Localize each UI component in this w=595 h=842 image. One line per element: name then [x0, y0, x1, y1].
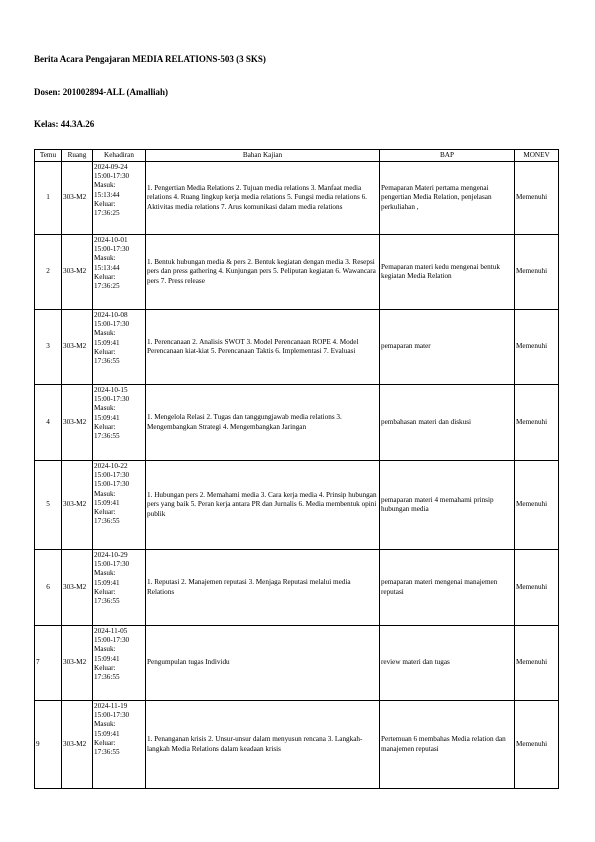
table-row: [35, 310, 559, 385]
time-text-repeat: 15:00-17:30: [94, 480, 130, 489]
checkin-time: 15:09:41: [94, 413, 120, 422]
bap-cell: Pemaparan materi kedu mengenai bentuk kegiatan Media Relation: [380, 235, 515, 310]
temu-cell: 3: [35, 310, 62, 385]
time-text: 15:00-17:30: [94, 172, 130, 181]
checkout-label: Keluar:: [94, 508, 116, 517]
bahan-kajian-cell: 1. Mengelola Relasi 2. Tugas dan tanggungjawab media relations 3. Mengembangkan Strategi 4. Mengembangkan Jaringan: [146, 385, 380, 461]
checkout-time: 17:36:55: [94, 517, 120, 526]
ruang-cell: 303-M2: [62, 626, 93, 701]
bap-cell: review materi dan tugas: [380, 626, 515, 701]
bahan-kajian-cell: Pengumpulan tugas Individu: [146, 626, 380, 701]
kehadiran-cell: [93, 385, 146, 461]
bap-cell: pembahasan materi dan diskusi: [380, 385, 515, 461]
checkout-label: Keluar:: [94, 587, 116, 596]
bap-cell: pemaparan materi mengenai manajemen reputasi: [380, 550, 515, 626]
temu-cell: 4: [35, 385, 62, 461]
column-header-bahan-kajian: Bahan Kajian: [146, 150, 380, 162]
table-header-row: [35, 150, 559, 162]
column-header-kehadiran: Kehadiran: [93, 150, 146, 162]
checkin-label: Masuk:: [94, 181, 116, 190]
lecturer-line: Dosen: 201002894-ALL (Amalliah): [34, 87, 169, 97]
checkout-time: 17:36:55: [94, 748, 120, 757]
checkout-label: Keluar:: [94, 199, 116, 208]
temu-cell: 7: [35, 626, 62, 701]
bap-cell: pemaparan mater: [380, 310, 515, 385]
bahan-kajian-cell: 1. Reputasi 2. Manajemen reputasi 3. Menjaga Reputasi melalui media Relations: [146, 550, 380, 626]
checkout-time: 17:36:55: [94, 673, 120, 682]
checkin-label: Masuk:: [94, 569, 116, 578]
checkout-label: Keluar:: [94, 347, 116, 356]
kehadiran-cell: [93, 162, 146, 235]
ruang-cell: 303-M2: [62, 235, 93, 310]
monev-cell: Memenuhi: [515, 701, 559, 789]
monev-cell: Memenuhi: [515, 385, 559, 461]
checkin-time: 15:09:41: [94, 729, 120, 738]
temu-cell: 2: [35, 235, 62, 310]
bap-cell: pemaparan materi 4 memahami prinsip hubungan media: [380, 461, 515, 550]
checkin-label: Masuk:: [94, 404, 116, 413]
time-text: 15:00-17:30: [94, 245, 130, 254]
checkout-time: 17:36:55: [94, 357, 120, 366]
bahan-kajian-cell: 1. Pengertian Media Relations 2. Tujuan media relations 3. Manfaat media relations 4. Ruang lingkup kerja media relations 5. Fungsi media relations 6. Aktivitas media relations 7. Arus komunikasi dalam media relations: [146, 162, 380, 235]
checkin-time: 15:13:44: [94, 263, 120, 272]
date-text: 2024-11-05: [94, 627, 128, 635]
date-text: 2024-10-01: [94, 236, 128, 244]
time-text: 15:00-17:30: [94, 320, 130, 329]
ruang-cell: 303-M2: [62, 550, 93, 626]
ruang-cell: 303-M2: [62, 162, 93, 235]
checkin-time: 15:09:41: [94, 654, 120, 663]
column-header-temu: Temu: [35, 150, 62, 162]
date-text: 2024-10-08: [94, 311, 128, 319]
ruang-cell: 303-M2: [62, 461, 93, 550]
date-text: 2024-10-22: [94, 462, 128, 470]
checkin-label: Masuk:: [94, 489, 116, 498]
monev-cell: Memenuhi: [515, 626, 559, 701]
time-text: 15:00-17:30: [94, 395, 130, 404]
kehadiran-cell: [93, 626, 146, 701]
time-text: 15:00-17:30: [94, 711, 130, 720]
ruang-cell: 303-M2: [62, 701, 93, 789]
table-row: [35, 385, 559, 461]
monev-cell: Memenuhi: [515, 162, 559, 235]
bahan-kajian-cell: 1. Hubungan pers 2. Memahami media 3. Cara kerja media 4. Prinsip hubungan pers yang baik 5. Peran kerja antara PR dan Jurnalis 6. Media membentuk opini publik: [146, 461, 380, 550]
table-row: [35, 550, 559, 626]
checkin-time: 15:09:41: [94, 578, 120, 587]
kehadiran-cell: [93, 550, 146, 626]
bap-cell: Pertemuan 6 membahas Media relation dan manajemen reputasi: [380, 701, 515, 789]
column-header-ruang: Ruang: [62, 150, 93, 162]
checkin-time: 15:13:44: [94, 190, 120, 199]
monev-cell: Memenuhi: [515, 461, 559, 550]
checkout-time: 17:36:55: [94, 597, 120, 606]
date-text: 2024-10-15: [94, 386, 128, 394]
bahan-kajian-cell: 1. Penanganan krisis 2. Unsur-unsur dalam menyusun rencana 3. Langkah-langkah Media Relations dalam keadaan krisis: [146, 701, 380, 789]
class-line: Kelas: 44.3A.26: [34, 119, 95, 129]
checkout-time: 17:36:25: [94, 282, 120, 291]
temu-cell: 1: [35, 162, 62, 235]
checkin-label: Masuk:: [94, 645, 116, 654]
bahan-kajian-cell: 1. Bentuk hubungan media & pers 2. Bentuk kegiatan dengan media 3. Resepsi pers dan press gathering 4. Kunjungan pers 5. Peliputan kegiatan 6. Wawancara pers 7. Press release: [146, 235, 380, 310]
monev-cell: Memenuhi: [515, 235, 559, 310]
temu-cell: 9: [35, 701, 62, 789]
kehadiran-cell: [93, 461, 146, 550]
date-text: 2024-10-29: [94, 551, 128, 559]
ruang-cell: 303-M2: [62, 385, 93, 461]
checkout-time: 17:36:25: [94, 209, 120, 218]
table-row: [35, 162, 559, 235]
column-header-bap: BAP: [380, 150, 515, 162]
kehadiran-cell: [93, 310, 146, 385]
table-row: [35, 701, 559, 789]
checkin-label: Masuk:: [94, 254, 116, 263]
checkin-time: 15:09:41: [94, 498, 120, 507]
checkout-label: Keluar:: [94, 272, 116, 281]
checkout-time: 17:36:55: [94, 432, 120, 441]
checkin-label: Masuk:: [94, 720, 116, 729]
document-title: Berita Acara Pengajaran MEDIA RELATIONS-503 (3 SKS): [34, 54, 266, 64]
table-row: [35, 235, 559, 310]
checkout-label: Keluar:: [94, 738, 116, 747]
bap-cell: Pemaparan Materi pertama mengenai pengertian Media Relation, penjelasan perkuliahan ,: [380, 162, 515, 235]
checkin-label: Masuk:: [94, 329, 116, 338]
kehadiran-cell: [93, 701, 146, 789]
time-text: 15:00-17:30: [94, 471, 130, 480]
time-text: 15:00-17:30: [94, 560, 130, 569]
ruang-cell: 303-M2: [62, 310, 93, 385]
date-text: 2024-11-19: [94, 702, 128, 710]
table-row: [35, 461, 559, 550]
checkin-time: 15:09:41: [94, 338, 120, 347]
time-text: 15:00-17:30: [94, 636, 130, 645]
date-text: 2024-09-24: [94, 163, 128, 171]
checkout-label: Keluar:: [94, 663, 116, 672]
monev-cell: Memenuhi: [515, 550, 559, 626]
attendance-table: [34, 149, 559, 789]
monev-cell: Memenuhi: [515, 310, 559, 385]
bahan-kajian-cell: 1. Perencanaan 2. Analisis SWOT 3. Model Perencanaan ROPE 4. Model Perencanaan kiat-kiat 5. Perencanaan Taktis 6. Implementasi 7. Evaluasi: [146, 310, 380, 385]
table-row: [35, 626, 559, 701]
column-header-monev: MONEV: [515, 150, 559, 162]
temu-cell: 5: [35, 461, 62, 550]
checkout-label: Keluar:: [94, 422, 116, 431]
temu-cell: 6: [35, 550, 62, 626]
kehadiran-cell: [93, 235, 146, 310]
